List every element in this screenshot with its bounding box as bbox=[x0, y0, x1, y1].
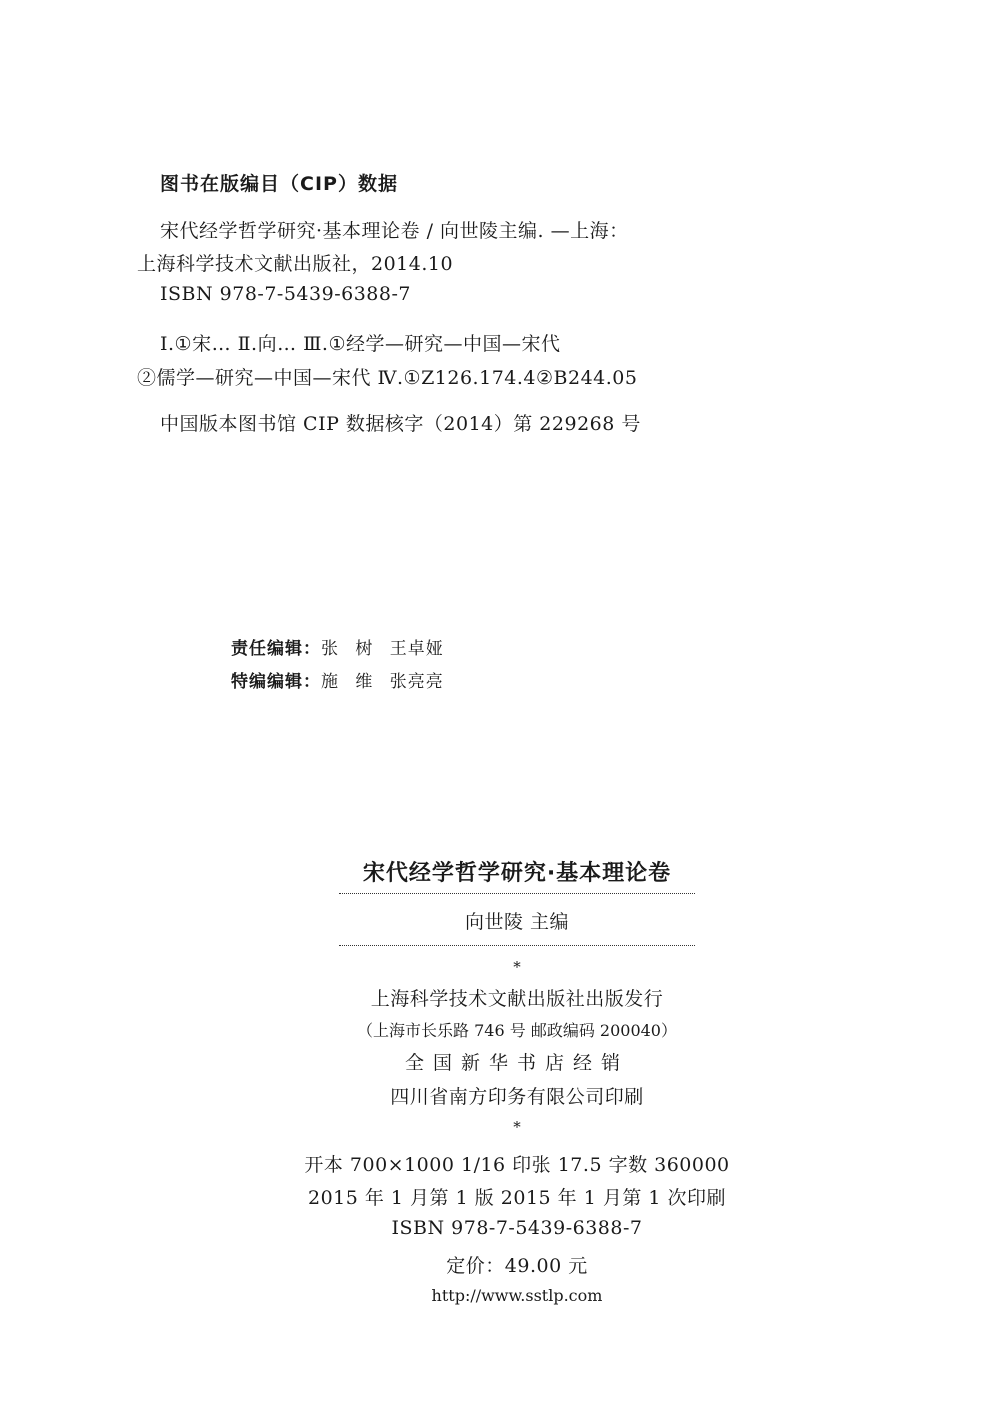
colophon-format: 开本 700×1000 1/16 印张 17.5 字数 360000 bbox=[304, 1154, 730, 1176]
editor-label: 特编编辑： bbox=[231, 672, 321, 692]
cip-line: 上海科学技术文献出版社，2014.10 bbox=[137, 253, 454, 275]
dotted-divider bbox=[339, 893, 695, 894]
cip-heading: 图书在版编目（CIP）数据 bbox=[160, 173, 398, 195]
colophon-price: 定价：49.00 元 bbox=[446, 1255, 588, 1277]
colophon-address: （上海市长乐路 746 号 邮政编码 200040） bbox=[357, 1021, 677, 1040]
responsible-editor bbox=[231, 634, 444, 659]
cip-line: ②儒学—研究—中国—宋代 Ⅳ.①Z126.174.4②B244.05 bbox=[137, 367, 638, 389]
cip-line: ISBN 978-7-5439-6388-7 bbox=[160, 283, 411, 305]
special-editor bbox=[231, 667, 444, 692]
editor-label: 责任编辑： bbox=[231, 639, 321, 659]
cip-line: Ⅰ.①宋… Ⅱ.向… Ⅲ.①经学—研究—中国—宋代 bbox=[160, 333, 561, 355]
cip-line: 中国版本图书馆 CIP 数据核字（2014）第 229268 号 bbox=[160, 413, 641, 435]
dotted-divider bbox=[339, 945, 695, 946]
colophon-distributor: 全国新华书店经销 bbox=[404, 1052, 629, 1074]
colophon-printer: 四川省南方印务有限公司印刷 bbox=[390, 1086, 644, 1108]
editor-names: 张 树 王卓娅 bbox=[321, 639, 444, 659]
separator-star: * bbox=[513, 958, 521, 976]
colophon-isbn: ISBN 978-7-5439-6388-7 bbox=[391, 1217, 643, 1239]
separator-star: * bbox=[513, 1118, 521, 1136]
colophon-title: 宋代经学哲学研究·基本理论卷 bbox=[362, 861, 672, 886]
colophon-editor: 向世陵 主编 bbox=[464, 911, 570, 933]
editor-names: 施 维 张亮亮 bbox=[321, 672, 444, 692]
colophon-edition: 2015 年 1 月第 1 版 2015 年 1 月第 1 次印刷 bbox=[308, 1187, 726, 1209]
colophon-url: http://www.sstlp.com bbox=[431, 1286, 603, 1305]
cip-line: 宋代经学哲学研究·基本理论卷 / 向世陵主编. —上海： bbox=[160, 220, 629, 242]
colophon-publisher: 上海科学技术文献出版社出版发行 bbox=[370, 988, 664, 1010]
